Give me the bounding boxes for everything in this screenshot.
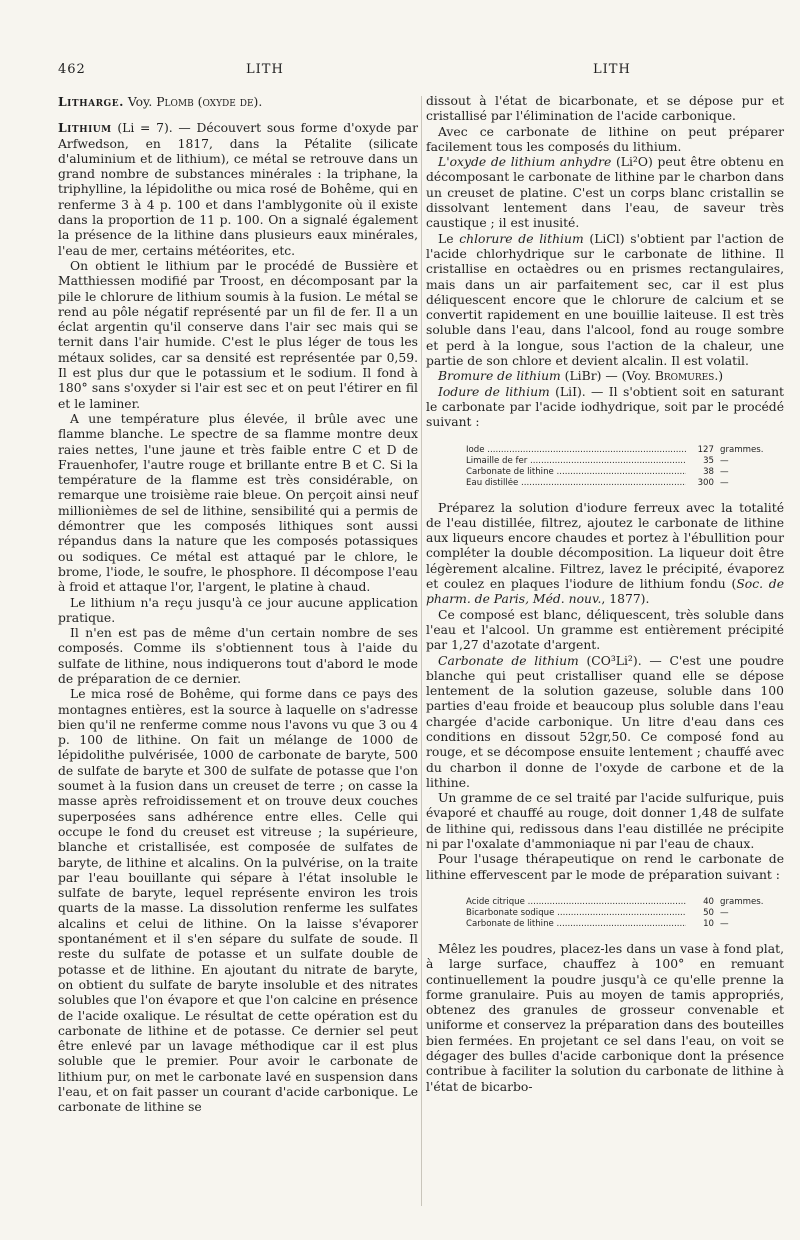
ingredient-quantity: 38 — [703, 466, 714, 477]
paragraph-text: , 1877). — [601, 592, 650, 607]
paragraph-bromure — [426, 369, 784, 384]
subheading-bromure: Bromure de lithium — [438, 369, 561, 384]
recipe-row — [466, 908, 784, 919]
page-number: 462 — [58, 62, 86, 77]
cross-reference-bromures: Bromures — [654, 369, 715, 384]
paragraph: Le lithium n'a reçu jusqu'à ce jour aucune application pratique. — [58, 595, 418, 625]
paragraph-text: (CO³Li²). — C'est une poudre blanche qui peut cristalliser quand elle se dépose lentement de la solution gazeuse, soluble dans 100 parties d'eau froide et beaucoup plus soluble dans l'eau chargée d'acide carbonique. Un litre d'eau dans ces conditions en dissout 52gr,50. Ce composé fond au rouge, et se décompose ensuite lentement ; chauffé avec du charbon il donne de l'oxyde de carbone et de la lithine. — [426, 653, 784, 790]
paragraph-text: .) — [714, 369, 724, 384]
paragraph-text: Préparez la solution d'iodure ferreux avec la totalité de l'eau distillée, filtrez, ajoutez le carbonate de lithine aux liqueurs encore chaudes et portez à l'ébullition pour compléter la double décomposition. La liqueur doit être légèrement alcaline. Filtrez, lavez le précipité, évaporez et coulez en plaques l'iodure de lithium fondu ( — [426, 500, 784, 592]
running-head-right: LITH — [593, 62, 631, 77]
ingredient-unit: — — [720, 918, 729, 929]
ingredient-unit: — — [720, 477, 729, 488]
paragraph-text: Le — [438, 231, 460, 246]
paragraph-carbonate — [426, 654, 784, 792]
recipe-row — [466, 445, 784, 456]
citation: Soc. de pharm. de Paris, Méd. nouv. — [426, 577, 784, 607]
recipe-row — [466, 478, 784, 489]
recipe-row — [466, 919, 784, 930]
recipe-row — [466, 897, 784, 908]
ingredient-quantity: 40 — [703, 896, 714, 907]
ingredient-quantity: 50 — [703, 907, 714, 918]
paragraph: Un gramme de ce sel traité par l'acide sulfurique, puis évaporé et chauffé au rouge, doit donner 1,48 de sulfate de lithine qui, redissous dans l'eau distillée ne précipite ni par l'oxalate d'ammoniaque ni par l'eau de chaux. — [426, 791, 784, 852]
paragraph: Le mica rosé de Bohême, qui forme dans ce pays des montagnes entières, est la source à laquelle on s'adresse bien qu'il ne renferme comme nous l'avons vu que 3 ou 4 p. 100 de lithine. On fait un mélange de 1000 de lépidolithe pulvérisée, 1000 de carbonate de baryte, 500 de sulfate de baryte et 300 de sulfate de potasse que l'on soumet à la fusion dans un creuset de terre ; on casse la masse après refroidissement et on trouve deux couches superposées sans adhérence entre elles. Celle qui occupe le fond du creuset est vitreuse ; la supérieure, blanche et cristallisée, est composée de sulfates de baryte, de lithine et alcalins. On la pulvérise, on la traite par l'eau bouillante qui sépare à l'état insoluble le sulfate de baryte, lequel représente environ les trois quarts de la masse. La dissolution renferme les sulfates alcalins et celui de lithine. On la laisse s'évaporer spontanément et il s'en sépare du sulfate de soude. Il reste du sulfate de potasse et un sulfate double de potasse et de lithine. En ajoutant du nitrate de baryte, on obtient du sulfate de baryte insoluble et des nitrates solubles que l'on évapore et que l'on calcine en présence de l'acide oxalique. Le résultat de cette opération est du carbonate de lithine et de potasse. Ce dernier sel peut être enlevé par un lavage méthodique car il est plus soluble que le premier. Pour avoir le carbonate de lithium pur, on met le carbonate lavé en suspension dans l'eau, et on fait passer un courant d'acide carbonique. Le carbonate de lithine se — [58, 687, 418, 1115]
paragraph-oxyde — [426, 155, 784, 231]
ingredient-unit: grammes. — [720, 444, 764, 455]
paragraph: Avec ce carbonate de lithine on peut préparer facilement tous les composés du lithium. — [426, 124, 784, 154]
entry-litharge-text: Voy. — [123, 95, 157, 109]
subheading-carbonate: Carbonate de lithium — [438, 653, 579, 668]
ingredient-unit: — — [720, 455, 729, 466]
ingredient-unit: grammes. — [720, 896, 764, 907]
ingredient-name: Carbonate de lithine ..... — [466, 919, 686, 930]
paragraph-preparation — [426, 501, 784, 608]
ingredient-name: Carbonate de lithine ..... — [466, 467, 686, 478]
paragraph: Ce composé est blanc, déliquescent, très soluble dans l'eau et l'alcool. Un gramme est entièrement précipité par 1,27 d'azotate d'argent. — [426, 607, 784, 653]
ingredient-name: Bicarbonate sodique ..... — [466, 908, 686, 919]
cross-reference-plomb: Plomb (oxyde de) — [156, 95, 259, 109]
paragraph: A une température plus élevée, il brûle avec une flamme blanche. Le spectre de sa flamme montre deux raies nettes, l'une jaune et très faible entre C et D de Frauenhofer, l'autre rouge et brillante entre B et C. Si la température de la flamme est très considérable, on remarque une troisième raie bleue. On perçoit ainsi neuf millionièmes de sel de lithine, sensibilité qui a permis de démontrer que les composés lithiques sont aussi répandus dans la nature que les composés potassiques ou sodiques. Ce métal est attaqué par le chlore, le brome, l'iode, le soufre, le phosphore. Il décompose l'eau à froid et attaque l'or, l'argent, le platine à chaud. — [58, 411, 418, 595]
entry-lithium-text: (Li = 7). — Découvert sous forme d'oxyde par Arfwedson, en 1817, dans la Pétalite (silicate d'aluminium et de lithium), ce métal se retrouve dans un grand nombre de substances minérales : la triphane, la triphylline, la lépidolithe ou mica rosé de Bohême, qui en renferme 3 à 4 p. 100 et dans l'amblygonite où il existe dans la proportion de 11 p. 100. On a signalé également la présence de la lithine dans plusieurs eaux minérales, l'eau de mer, certains météorites, etc. — [58, 121, 418, 258]
recipe-row — [466, 456, 784, 467]
paragraph: On obtient le lithium par le procédé de Bussière et Matthiessen modifié par Troost, en décomposant par la pile le chlorure de lithium soumis à la fusion. Le métal se rend au pôle négatif représenté par un fil de fer. Il a un éclat argentin qu'il conserve dans l'air sec mais qui se ternit dans l'air humide. C'est le plus léger de tous les métaux solides, car sa densité est représentée par 0,59. Il est plus dur que le potassium et le sodium. Il fond à 180° sans s'oxyder si l'air est sec et on peut l'étirer en fil et le laminer. — [58, 258, 418, 411]
ingredient-unit: — — [720, 466, 729, 477]
ingredient-name: Eau distillée ..... — [466, 478, 686, 489]
running-head-left: LITH — [246, 62, 284, 77]
ingredient-unit: — — [720, 907, 729, 918]
ingredient-name: Iode ..... — [466, 445, 686, 456]
column-divider — [421, 96, 422, 1206]
ingredient-name: Acide citrique ..... — [466, 897, 686, 908]
left-column — [58, 94, 418, 1116]
paragraph-chlorure — [426, 232, 784, 370]
page-header — [58, 62, 778, 84]
right-column — [426, 94, 784, 1095]
paragraph-text: (LiI). — Il s'obtient soit en saturant le carbonate par l'acide iodhydrique, soit par le procédé suivant : — [426, 384, 784, 430]
paragraph: Pour l'usage thérapeutique on rend le carbonate de lithine effervescent par le mode de préparation suivant : — [426, 852, 784, 882]
ingredient-quantity: 35 — [703, 455, 714, 466]
paragraph-text: (LiBr) — (Voy. — [560, 369, 655, 384]
subheading-oxyde: L'oxyde de lithium anhydre — [438, 155, 612, 170]
entry-lithium — [58, 120, 418, 259]
subheading-iodure: Iodure de lithium — [438, 384, 550, 399]
paragraph-text: (LiCl) s'obtient par l'action de l'acide chlorhydrique sur le carbonate de lithine. Il cristallise en octaèdres ou en prismes rectangulaires, mais dans un air parfaitement sec, car il est plus déliquescent encore que le chlorure de calcium et se convertit rapidement en une bouillie laiteuse. Il est très soluble dans l'eau, dans l'alcool, fond au rouge sombre et perd à la longue, sous l'action de la chaleur, une partie de son chlore et devient alcalin. Il est volatil. — [426, 231, 784, 369]
paragraph-iodure — [426, 385, 784, 431]
ingredient-quantity: 10 — [703, 918, 714, 929]
ingredient-quantity: 127 — [697, 444, 714, 455]
paragraph-text: (Li²O) peut être obtenu en décomposant le carbonate de lithine par le charbon dans un creuset de platine. C'est un corps blanc cristallin se dissolvant lentement dans l'eau, de saveur très caustique ; il est inusité. — [426, 155, 785, 231]
recipe-row — [466, 467, 784, 478]
recipe-iodure — [466, 445, 784, 489]
subheading-chlorure: chlorure de lithium — [459, 231, 584, 246]
recipe-effervescent — [466, 897, 784, 930]
paragraph: Il n'en est pas de même d'un certain nombre de ses composés. Comme ils s'obtiennent tous à l'aide du sulfate de lithine, nous indiquerons tout d'abord le mode de préparation de ce dernier. — [58, 626, 418, 686]
entry-litharge — [58, 94, 418, 110]
headword-lithium: Lithium — [58, 120, 112, 136]
paragraph: Mêlez les poudres, placez-les dans un vase à fond plat, à large surface, chauffez à 100° en remuant continuellement la poudre jusqu'à ce qu'elle prenne la forme granulaire. Puis au moyen de tamis appropriés, obtenez des granules de grosseur convenable et uniforme et conservez la préparation dans des bouteilles bien fermées. En projetant ce sel dans l'eau, on voit se dégager des bulles d'acide carbonique dont la présence contribue à faciliter la solution du carbonate de lithine à l'état de bicarbo- — [426, 941, 784, 1094]
paragraph: dissout à l'état de bicarbonate, et se dépose pur et cristallisé par l'élimination de l'acide carbonique. — [426, 94, 784, 124]
ingredient-quantity: 300 — [697, 477, 714, 488]
ingredient-name: Limaille de fer ..... — [466, 456, 686, 467]
entry-litharge-suffix: . — [258, 95, 263, 109]
headword-litharge: Litharge. — [58, 94, 124, 109]
